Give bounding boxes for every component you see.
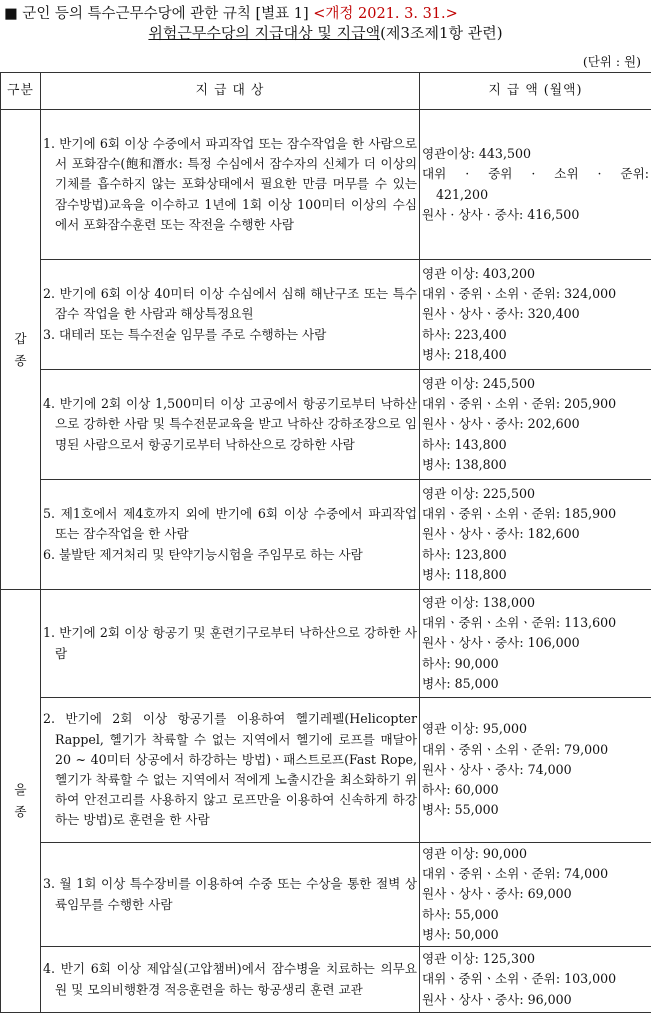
amount-line: 병사: 138,800	[422, 456, 507, 472]
amount-line: 하사: 60,000	[422, 782, 499, 798]
eligibility-cell	[41, 260, 420, 370]
amount-line: 영관 이상: 225,500	[422, 485, 535, 501]
amount-cell	[420, 110, 651, 260]
amount-cell	[420, 947, 651, 1013]
group-name-char: 종	[14, 352, 27, 368]
table-title-suffix: (제3조제1항 관련)	[380, 24, 503, 42]
amount-line: 대위ㆍ중위ㆍ소위ㆍ준위: 113,600	[422, 615, 617, 631]
amount-line: 원사 · 상사 · 중사: 416,500	[422, 206, 580, 222]
table-row	[1, 947, 651, 1013]
eligibility-cell	[41, 110, 420, 260]
amount-cell	[420, 843, 651, 947]
amount-line: 병사: 55,000	[422, 802, 499, 818]
eligibility-cell	[41, 698, 420, 843]
amount-line: 대위ㆍ중위ㆍ소위ㆍ준위: 185,900	[422, 506, 617, 522]
amount-line: 영관 이상: 90,000	[422, 845, 527, 861]
eligibility-cell	[41, 480, 420, 590]
eligibility-item: 3. 대테러 또는 특수전술 임무를 주로 수행하는 사람	[43, 326, 327, 342]
regulation-name: ■ 군인 등의 특수근무수당에 관한 규칙 [별표 1]	[4, 6, 314, 22]
amount-line: 원사ㆍ상사ㆍ중사: 320,400	[422, 306, 580, 322]
amount-line: 영관 이상: 125,300	[422, 951, 535, 967]
amount-line: 병사: 85,000	[422, 675, 499, 691]
table-title-main: 위험근무수당의 지급대상 및 지급액	[148, 24, 381, 42]
eligibility-item: 1. 반기에 2회 이상 항공기 및 훈련기구로부터 낙하산으로 강하한 사람	[43, 625, 417, 661]
table-row	[1, 110, 651, 260]
amount-line: 병사: 118,800	[422, 566, 507, 582]
amount-line: 병사: 218,400	[422, 346, 507, 362]
eligibility-item: 3. 월 1회 이상 특수장비를 이용하여 수중 또는 수상을 통한 절벽 상륙임무를 수행한 사람	[43, 876, 417, 912]
eligibility-item: 5. 제1호에서 제4호까지 외에 반기에 6회 이상 수중에서 파괴작업 또는 잠수작업을 한 사람	[43, 506, 417, 542]
amount-line: 영관이상: 443,500	[422, 146, 531, 162]
amount-line: 대위ㆍ중위ㆍ소위ㆍ준위: 324,000	[422, 286, 617, 302]
amount-line: 영관 이상: 403,200	[422, 265, 535, 281]
amount-line: 원사ㆍ상사ㆍ중사: 202,600	[422, 416, 580, 432]
eligibility-item: 1. 반기에 6회 이상 수중에서 파괴작업 또는 잠수작업을 한 사람으로서 포화잠수(飽和潛水: 특정 수심에서 잠수자의 신체가 더 이상의 기체를 흡수하지 않는 포화상태에서 필요한 만큼 머무를 수 있는 잠수방법)교육을 이수하고 1년에 1회 이상 100미터 이상의 수심에서 포화잠수훈련 또는 작전을 수행한 사람	[43, 135, 417, 232]
group-eul	[1, 590, 41, 1013]
amount-cell	[420, 480, 651, 590]
amount-line: 대위ㆍ중위ㆍ소위ㆍ준위: 103,000	[422, 971, 617, 987]
amount-cell	[420, 370, 651, 480]
amount-line: 영관 이상: 95,000	[422, 721, 527, 737]
allowance-table	[0, 72, 651, 1013]
table-row	[1, 843, 651, 947]
amount-line: 하사: 90,000	[422, 655, 499, 671]
group-gap	[1, 110, 41, 590]
amount-line: 하사: 123,800	[422, 546, 507, 562]
eligibility-cell	[41, 947, 420, 1013]
amount-line: 원사ㆍ상사ㆍ중사: 96,000	[422, 991, 572, 1007]
unit-note: (단위 : 원)	[582, 54, 641, 69]
eligibility-cell	[41, 590, 420, 698]
amount-cell	[420, 698, 651, 843]
amount-line: 영관 이상: 245,500	[422, 375, 535, 391]
amount-cell	[420, 260, 651, 370]
eligibility-cell	[41, 370, 420, 480]
amount-line: 대위ㆍ중위ㆍ소위ㆍ준위: 79,000	[422, 741, 609, 757]
amount-line: 대위 · 중위 · 소위 · 준위:	[422, 166, 649, 182]
col-header-amount: 지 급 액 (월액)	[420, 73, 651, 110]
regulation-heading	[4, 2, 458, 23]
eligibility-item: 4. 반기 6회 이상 제압실(고압챔버)에서 잠수병을 치료하는 의무요원 및 모의비행환경 적응훈련을 하는 항공생리 훈련 교관	[43, 961, 417, 997]
col-header-category: 구분	[1, 73, 41, 110]
col-header-eligibility: 지 급 대 상	[41, 73, 420, 110]
eligibility-item: 2. 반기에 2회 이상 항공기를 이용하여 헬기레펠(Helicopter Rappel, 헬기가 착륙할 수 없는 지역에서 헬기에 로프를 매달아 20 ~ 40미터 상공에서 하강하는 방법)ㆍ패스트로프(Fast Rope, 헬기가 착륙할 수 없는 지역에서 적에게 노출시간을 최소화하기 위하여 안전고리를 사용하지 않고 로프만을 이용하여 신속하게 하강하는 방법)로 훈련을 한 사람	[43, 711, 417, 828]
table-header-row	[1, 73, 651, 110]
table-row	[1, 370, 651, 480]
group-name-char: 갑	[14, 330, 27, 346]
amount-line: 원사ㆍ상사ㆍ중사: 106,000	[422, 635, 580, 651]
amount-line: 하사: 223,400	[422, 326, 507, 342]
amount-line: 대위ㆍ중위ㆍ소위ㆍ준위: 74,000	[422, 866, 609, 882]
amount-cell	[420, 590, 651, 698]
amount-line: 원사ㆍ상사ㆍ중사: 69,000	[422, 886, 572, 902]
eligibility-item: 6. 불발탄 제거처리 및 탄약기능시험을 주임무로 하는 사람	[43, 546, 363, 562]
amount-line: 421,200	[436, 186, 489, 202]
eligibility-cell	[41, 843, 420, 947]
amendment-date: <개정 2021. 3. 31.>	[313, 6, 458, 22]
amount-line: 대위ㆍ중위ㆍ소위ㆍ준위: 205,900	[422, 396, 617, 412]
table-row	[1, 480, 651, 590]
eligibility-item: 4. 반기에 2회 이상 1,500미터 이상 고공에서 항공기로부터 낙하산으로 강하한 사람 및 특수전문교육을 받고 낙하산 강하조장으로 임명된 사람으로서 항공기로부터 낙하산으로 강하한 사람	[43, 396, 417, 452]
amount-line: 하사: 55,000	[422, 906, 499, 922]
table-row	[1, 260, 651, 370]
group-name-char: 을	[14, 782, 27, 797]
amount-line: 원사ㆍ상사ㆍ중사: 182,600	[422, 526, 580, 542]
table-row	[1, 698, 651, 843]
amount-line: 원사ㆍ상사ㆍ중사: 74,000	[422, 761, 572, 777]
eligibility-item: 2. 반기에 6회 이상 40미터 이상 수심에서 심해 해난구조 또는 특수잠수 작업을 한 사람과 해상특정요원	[43, 286, 417, 322]
amount-line: 병사: 50,000	[422, 926, 499, 942]
amount-line: 하사: 143,800	[422, 436, 507, 452]
table-title	[0, 22, 651, 43]
table-row	[1, 590, 651, 698]
group-name-char: 종	[14, 804, 27, 819]
amount-line: 영관 이상: 138,000	[422, 594, 535, 610]
